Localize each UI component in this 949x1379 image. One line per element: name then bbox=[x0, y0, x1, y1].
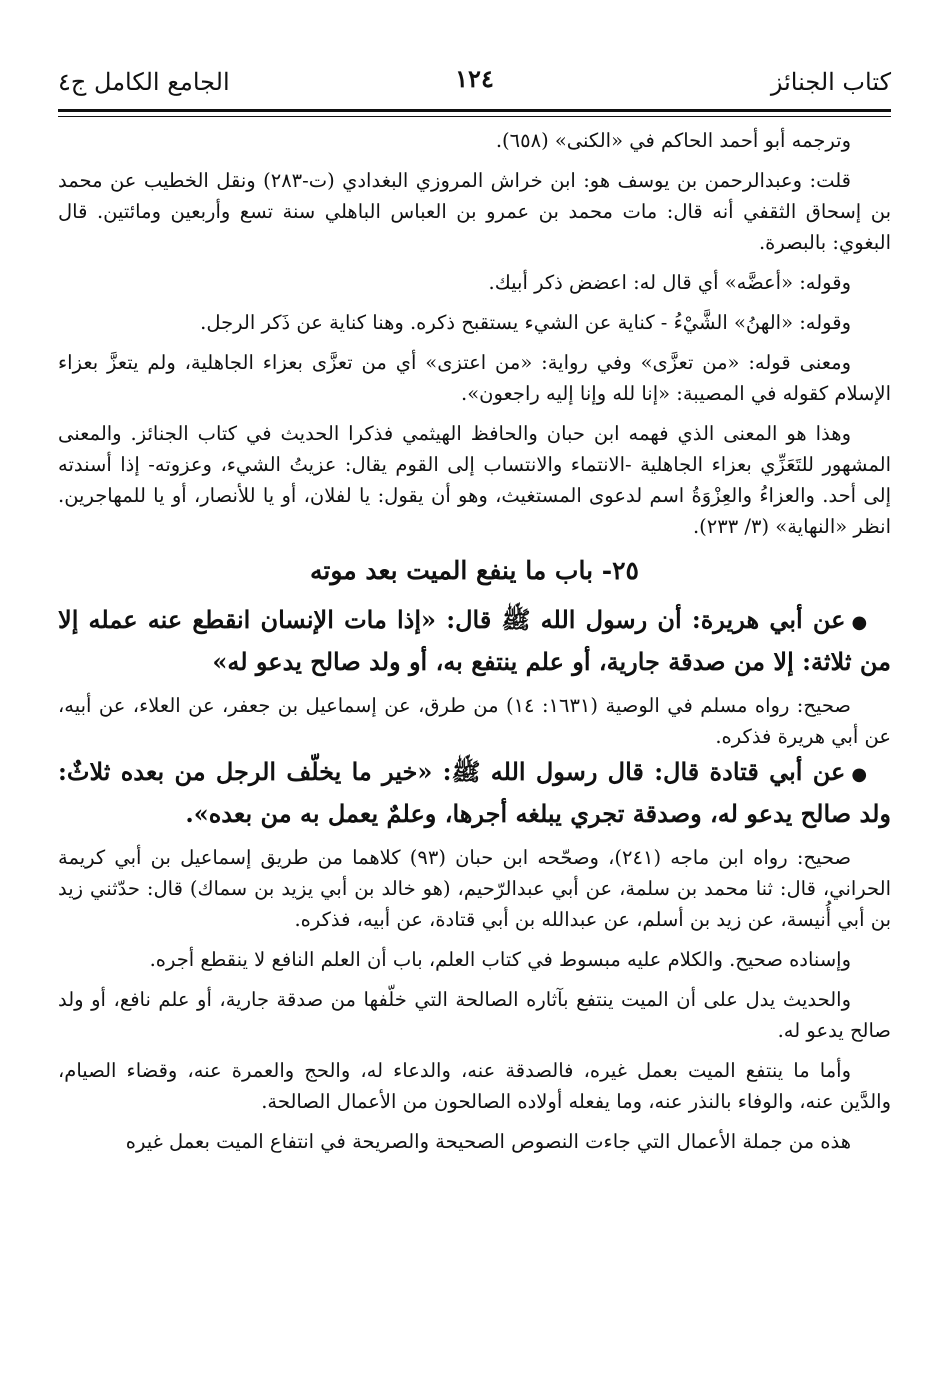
hadith-text bbox=[58, 752, 891, 833]
hadith-body: عن أبي هريرة: أن رسول الله ﷺ قال: «إذا مات الإنسان انقطع عنه عمله إلا من ثلاثة: إلا من صدقة جارية، أو علم ينتفع به، أو ولد صالح يدعو له» bbox=[58, 605, 891, 676]
paragraph: وقوله: «الهنُ» الشَّيْءُ - كناية عن الشيء يستقبح ذكره. وهنا كناية عن ذَكر الرجل. bbox=[200, 311, 851, 334]
paragraph: والحديث يدل على أن الميت ينتفع بآثاره الصالحة التي خلّفها من صدقة جارية، أو علم نافع، أو ولد صالح يدعو له. bbox=[58, 988, 891, 1042]
paragraph: هذه من جملة الأعمال التي جاءت النصوص الصحيحة والصريحة في انتفاع الميت بعمل غيره bbox=[125, 1130, 851, 1153]
header-book-title: الجامع الكامل ج٤ bbox=[58, 68, 230, 96]
paragraph: ومعنى قوله: «من تعزَّى» وفي رواية: «من اعتزى» أي من تعزَّى بعزاء الجاهلية، ولم يتعزَّ بعزاء الإسلام كقوله في المصيبة: «إنا لله وإنا إليه راجعون». bbox=[58, 351, 891, 405]
section-heading: ٢٥- باب ما ينفع الميت بعد موته bbox=[310, 556, 639, 585]
page-number: ١٢٤ bbox=[455, 64, 494, 93]
page-header bbox=[58, 56, 891, 106]
paragraph: وقوله: «أعضَّه» أي قال له: اعضض ذكر أبيك. bbox=[488, 271, 851, 294]
paragraph: وهذا هو المعنى الذي فهمه ابن حبان والحافظ الهيثمي فذكرا الحديث في كتاب الجنائز. والمعنى المشهور للتَعَزِّي بعزاء الجاهلية -الانتماء والانتساب إلى القوم يقال: عزيتُ الشيء، وعزوته- إذا أسندته إلى أحد. والعزاءُ والعِزْوَةُ اسم لدعوى المستغيث، وهو أن يقول: يا لفلان، أو يا للأنصار، أو يا للمهاجرين. انظر «النهاية» (٣/ ٢٣٣). bbox=[58, 422, 891, 538]
hadith-body: عن أبي قتادة قال: قال رسول الله ﷺ: «خير ما يخلّف الرجل من بعده ثلاثٌ: ولد صالح يدعو له، وصدقة تجري يبلغه أجرها، وعلمٌ يعمل به من بعده». bbox=[58, 757, 891, 828]
header-chapter-title: كتاب الجنائز bbox=[770, 68, 891, 96]
paragraph: وإسناده صحيح. والكلام عليه مبسوط في كتاب العلم، باب أن العلم النافع لا ينقطع أجره. bbox=[149, 948, 851, 971]
paragraph: قلت: وعبدالرحمن بن يوسف هو: ابن خراش المروزي البغدادي (ت-٢٨٣) ونقل الخطيب عن محمد بن إسحاق الثقفي أنه قال: مات محمد بن عمرو بن العباس الباهلي سنة تسع وأربعين ومائتين. قال البغوي: بالبصرة. bbox=[58, 169, 891, 254]
hadith-text bbox=[58, 600, 891, 681]
header-rule-thin bbox=[58, 116, 891, 117]
page-body bbox=[58, 125, 891, 1157]
paragraph: وترجمه أبو أحمد الحاكم في «الكنى» (٦٥٨). bbox=[495, 129, 851, 152]
bullet-icon: ● bbox=[851, 764, 869, 785]
header-rule-thick bbox=[58, 109, 891, 112]
paragraph: وأما ما ينتفع الميت بعمل غيره، فالصدقة عنه، والدعاء له، والحج والعمرة عنه، وقضاء الصيام، والدَّين عنه، والوفاء بالنذر عنه، وما يفعله أولاده الصالحون من الأعمال الصالحة. bbox=[58, 1059, 891, 1113]
takhrij-paragraph: صحيح: رواه ابن ماجه (٢٤١)، وصحّحه ابن حبان (٩٣) كلاهما من طريق إسماعيل بن أبي كريمة الحراني، قال: ثنا محمد بن سلمة، عن أبي عبدالرّحيم، (هو خالد بن أبي يزيد بن سماك) قال: حدّثني زيد بن أبي أُنيسة، عن زيد بن أسلم، عن عبدالله بن أبي قتادة، عن أبيه، فذكره. bbox=[58, 846, 891, 931]
bullet-icon: ● bbox=[851, 612, 869, 633]
takhrij-paragraph: صحيح: رواه مسلم في الوصية (١٦٣١: ١٤) من طرق، عن إسماعيل بن جعفر، عن العلاء، عن أبيه، عن أبي هريرة فذكره. bbox=[58, 694, 891, 748]
